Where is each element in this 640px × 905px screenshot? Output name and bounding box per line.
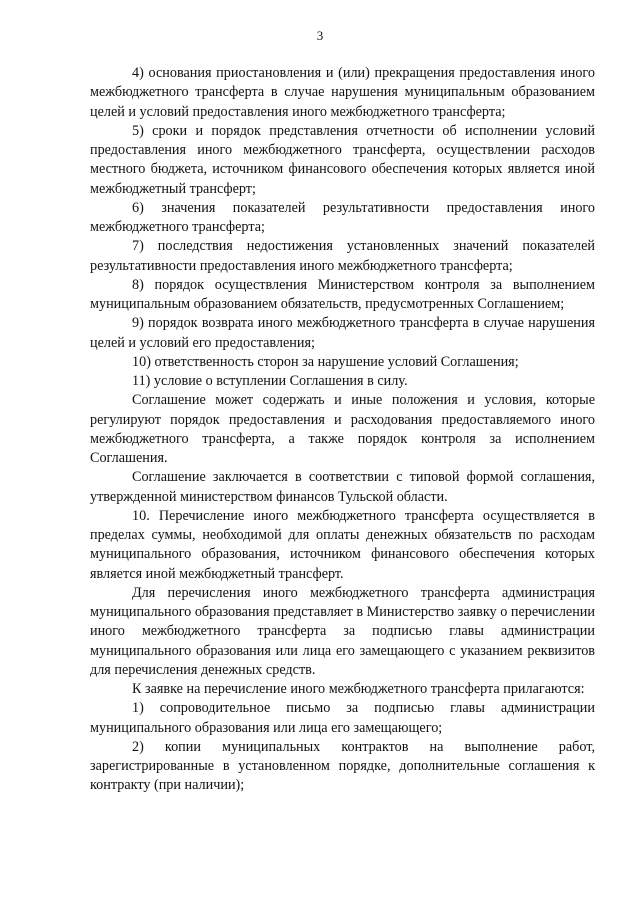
paragraph: 6) значения показателей результативности предоставления иного межбюджетного трансферта; — [90, 199, 595, 235]
paragraph: 7) последствия недостижения установленных значений показателей результативности предоставления иного межбюджетного трансферта; — [90, 238, 595, 274]
paragraph: 9) порядок возврата иного межбюджетного трансферта в случае нарушения целей и условий его предоставления; — [90, 315, 595, 351]
paragraph: К заявке на перечисление иного межбюджетного трансферта прилагаются: — [132, 681, 585, 697]
page-number: 3 — [316, 28, 324, 43]
paragraph: 2) копии муниципальных контрактов на выполнение работ, зарегистрированные в установленном порядке, дополнительные соглашения к контракту (при наличии); — [90, 738, 595, 794]
paragraph: 4) основания приостановления и (или) прекращения предоставления иного межбюджетного трансферта в случае нарушения муниципальным образованием целей и условий предоставления иного межбюджетного трансферта; — [90, 65, 595, 120]
paragraph: 8) порядок осуществления Министерством контроля за выполнением муниципальным образованием обязательств, предусмотренных Соглашением; — [90, 276, 595, 312]
paragraph: 10. Перечисление иного межбюджетного трансферта осуществляется в пределах суммы, необходимой для оплаты денежных обязательств по расходам муниципального образования, источником финансового обеспечения которых является иной межбюджетный трансферт. — [90, 507, 595, 582]
paragraph: 5) сроки и порядок представления отчетности об исполнении условий предоставления иного межбюджетного трансферта, осуществлении расходов местного бюджета, источником финансового обеспечения которых является иной межбюджетный трансферт; — [90, 122, 595, 197]
paragraph: Соглашение заключается в соответствии с типовой формой соглашения, утвержденной министерством финансов Тульской области. — [90, 469, 595, 505]
paragraph: 1) сопроводительное письмо за подписью главы администрации муниципального образования или лица его замещающего; — [90, 700, 595, 736]
paragraph: Соглашение может содержать и иные положения и условия, которые регулируют порядок предоставления и расходования предоставляемого иного межбюджетного трансферта, а также порядок контроля за исполнением Соглашения. — [90, 392, 595, 466]
paragraph: Для перечисления иного межбюджетного трансферта администрация муниципального образования представляет в Министерство заявку о перечислении иного межбюджетного трансферта за подписью главы администрации муниципального образования или лица его замещающего с указанием реквизитов для перечисления денежных средств. — [90, 584, 595, 678]
paragraph: 11) условие о вступлении Соглашения в силу. — [132, 373, 408, 389]
paragraph: 10) ответственность сторон за нарушение условий Соглашения; — [132, 353, 519, 370]
document-body — [90, 64, 595, 796]
